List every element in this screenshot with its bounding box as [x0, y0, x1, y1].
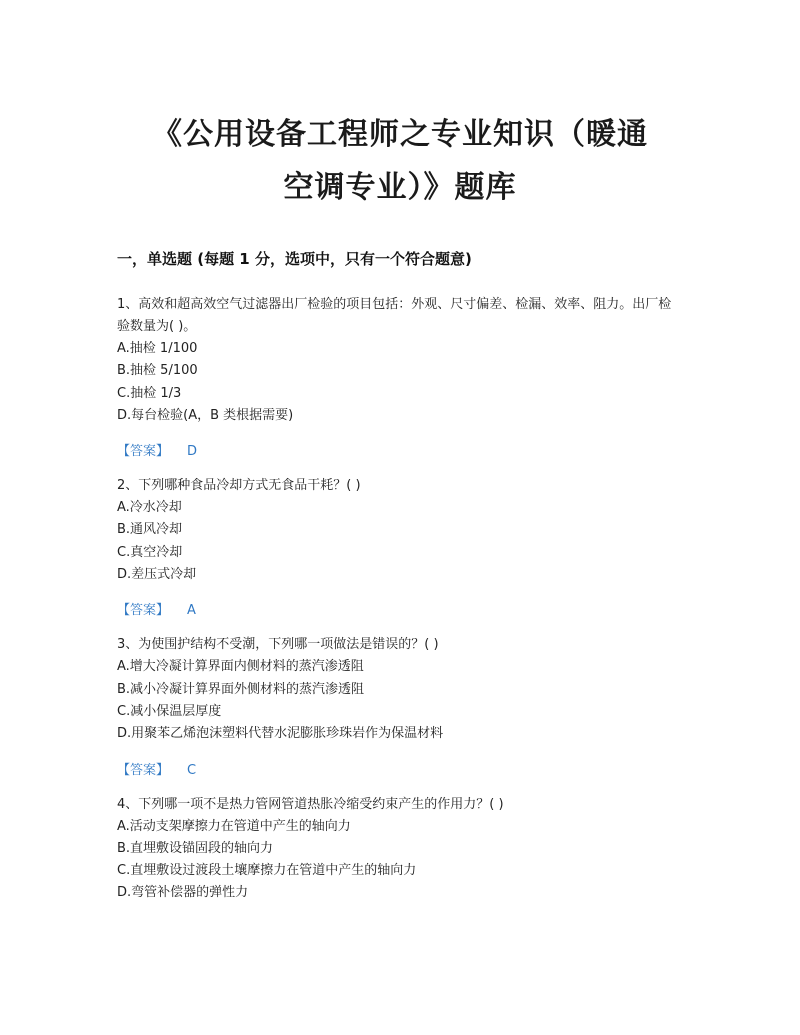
- option-b: B.减小冷凝计算界面外侧材料的蒸汽渗透阻: [117, 681, 365, 697]
- option-d: D.用聚苯乙烯泡沫塑料代替水泥膨胀珍珠岩作为保温材料: [117, 726, 444, 742]
- option-b: B.直埋敷设锚固段的轴向力: [117, 840, 274, 856]
- question-2: [117, 475, 677, 622]
- answer-value: A: [187, 603, 196, 619]
- question-3: [117, 634, 677, 781]
- answer-label: 【答案】: [117, 762, 170, 778]
- answer-label: 【答案】: [117, 603, 170, 619]
- title-line-1: 《公用设备工程师之专业知识（暖通: [152, 117, 648, 152]
- question-list: [117, 294, 677, 917]
- option-a: A.活动支架摩擦力在管道中产生的轴向力: [117, 818, 351, 834]
- title-line-2: 空调专业）》题库: [283, 170, 517, 205]
- option-b: B.抽检 5/100: [117, 363, 198, 379]
- question-stem: 1、高效和超高效空气过滤器出厂检验的项目包括：外观、尺寸偏差、检漏、效率、阻力。出厂检验数量为( )。: [117, 297, 672, 334]
- question-stem: 2、下列哪种食品冷却方式无食品干耗？( ): [117, 478, 361, 494]
- option-c: C.真空冷却: [117, 544, 183, 560]
- option-a: A.冷水冷却: [117, 500, 182, 516]
- answer-label: 【答案】: [117, 444, 170, 460]
- answer-line: [117, 760, 677, 782]
- answer-line: [117, 600, 677, 622]
- option-c: C.抽检 1/3: [117, 385, 182, 401]
- section-heading: 一，单选题 (每题 1 分，选项中，只有一个符合题意): [117, 250, 472, 268]
- answer-value: C: [187, 762, 197, 778]
- option-d: D.差压式冷却: [117, 567, 197, 583]
- option-b: B.通风冷却: [117, 522, 183, 538]
- option-d: D.每台检验(A，B 类根据需要): [117, 407, 294, 423]
- option-a: A.抽检 1/100: [117, 341, 198, 356]
- question-4: [117, 794, 677, 905]
- question-stem: 3、为使围护结构不受潮，下列哪一项做法是错误的？( ): [117, 637, 439, 653]
- option-c: C.直埋敷设过渡段土壤摩擦力在管道中产生的轴向力: [117, 863, 417, 879]
- option-a: A.增大冷凝计算界面内侧材料的蒸汽渗透阻: [117, 659, 364, 675]
- answer-value: D: [187, 444, 198, 460]
- answer-line: [117, 441, 677, 463]
- question-stem: 4、下列哪一项不是热力管网管道热胀冷缩受约束产生的作用力？( ): [117, 796, 504, 812]
- question-1: [117, 294, 677, 463]
- option-d: D.弯管补偿器的弹性力: [117, 885, 249, 901]
- option-c: C.减小保温层厚度: [117, 703, 222, 719]
- document-title: [100, 108, 700, 214]
